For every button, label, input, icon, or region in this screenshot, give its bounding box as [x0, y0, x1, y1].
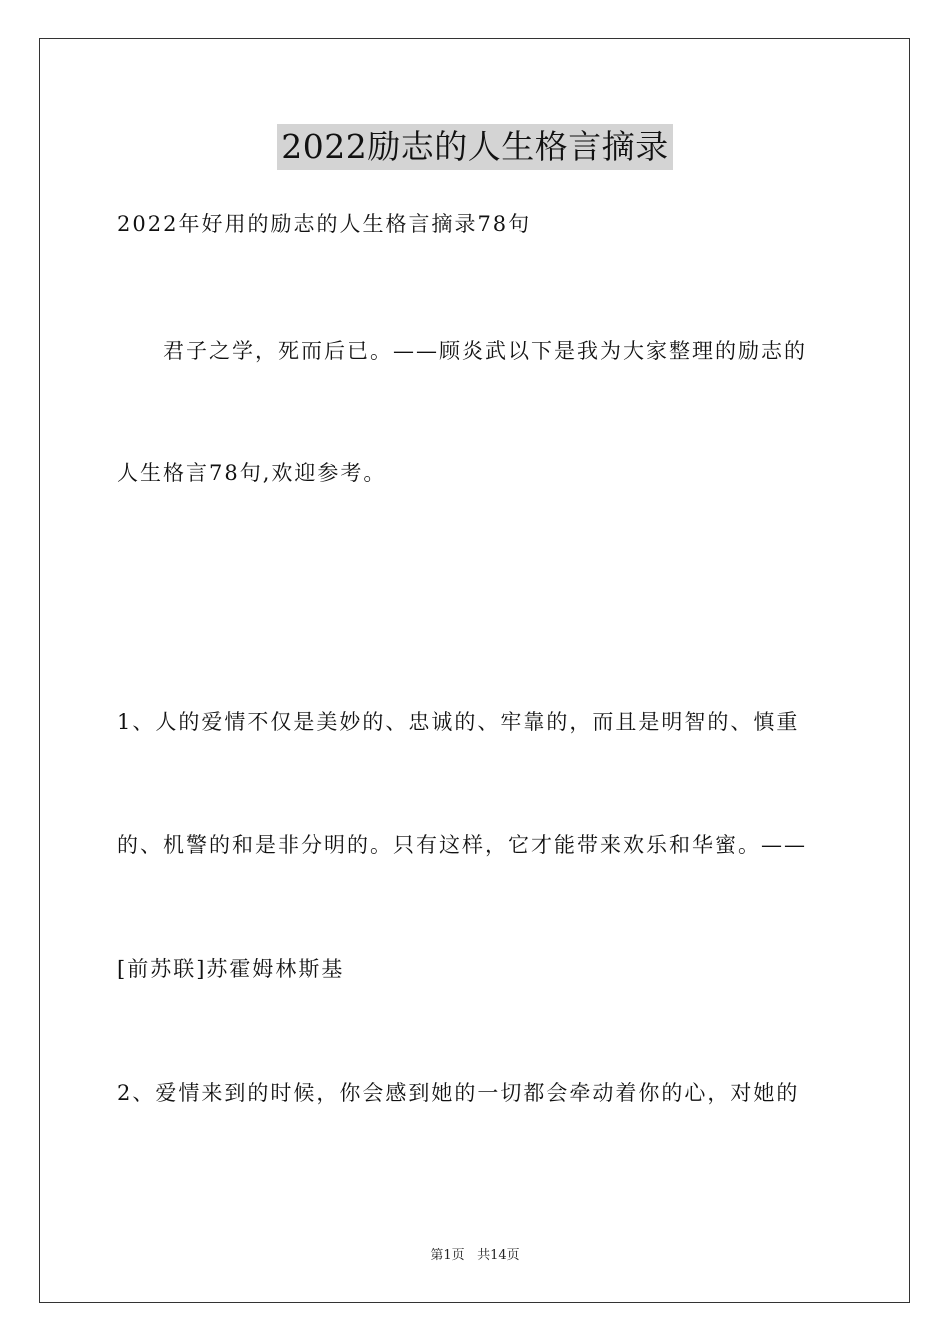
footer-page-current: 第1页: [430, 1248, 465, 1263]
paragraph-line-5: [前苏联]苏霍姆林斯基: [117, 957, 345, 981]
page-footer: [0, 1247, 950, 1265]
paragraph-line-1: 君子之学，死而后已。——顾炎武以下是我为大家整理的励志的: [163, 339, 807, 363]
document-subtitle: 2022年好用的励志的人生格言摘录78句: [117, 212, 532, 236]
paragraph-line-4: 的、机警的和是非分明的。只有这样，它才能带来欢乐和华蜜。——: [117, 833, 807, 857]
paragraph-line-2: 人生格言78句,欢迎参考。: [117, 461, 387, 485]
paragraph-line-6: 2、爱情来到的时候，你会感到她的一切都会牵动着你的心，对她的: [117, 1081, 800, 1105]
title-container: [0, 124, 950, 170]
paragraph-line-3: 1、人的爱情不仅是美妙的、忠诚的、牢靠的，而且是明智的、慎重: [117, 710, 800, 734]
document-title: 2022励志的人生格言摘录: [277, 124, 672, 170]
footer-page-total: 共14页: [477, 1248, 520, 1263]
